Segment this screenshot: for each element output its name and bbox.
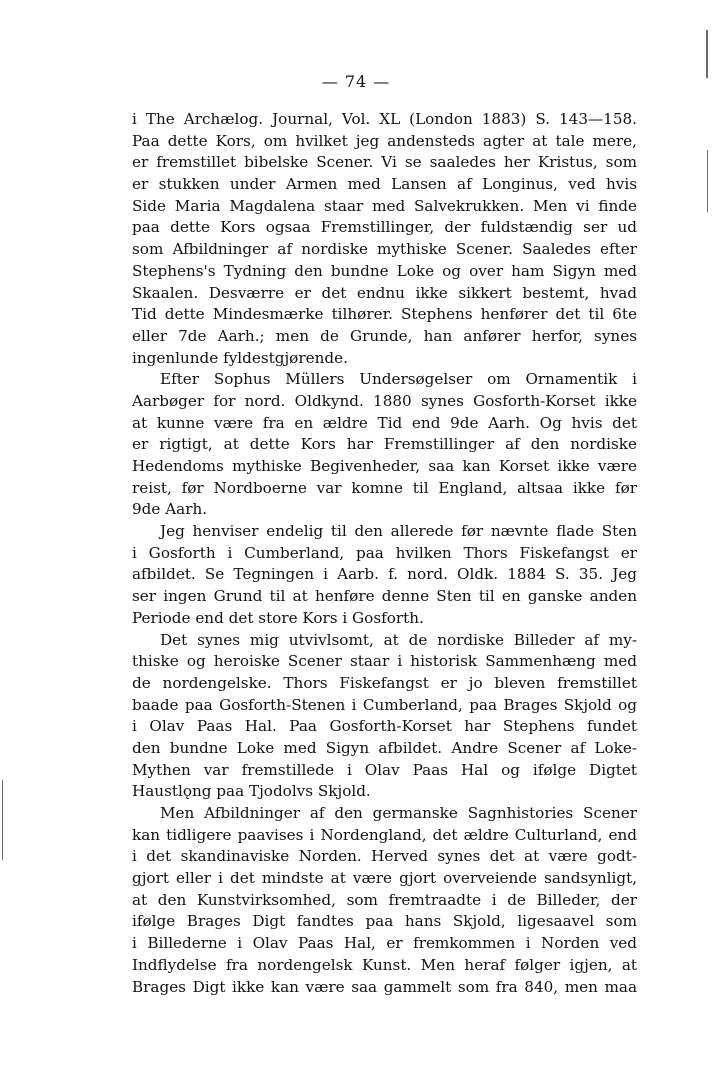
text-line: i Olav Paas Hal. Paa Gosforth-Korset har Stephens fundet: [132, 717, 637, 736]
text-line: Paa dette Kors, om hvilket jeg andensteds agter at tale mere,: [132, 131, 637, 150]
scan-edge-mark-top: [706, 30, 708, 78]
text-line: Det synes mig utvivlsomt, at de nordiske Billeder af my-: [160, 630, 637, 649]
text-line: i Gosforth i Cumberland, paa hvilken Thors Fiskefangst er: [132, 543, 637, 562]
text-line: at kunne være fra en ældre Tid end 9de Aarh. Og hvis det: [132, 413, 637, 432]
text-line: 9de Aarh.: [132, 500, 208, 519]
text-line: er rigtigt, at dette Kors har Fremstillinger af den nordiske: [132, 435, 637, 454]
text-line: ser ingen Grund til at henføre denne Sten til en ganske anden: [132, 587, 637, 606]
text-line: ingenlunde fyldestgjørende.: [132, 348, 348, 367]
text-line: at den Kunstvirksomhed, som fremtraadte i de Billeder, der: [132, 890, 637, 909]
text-line: Hedendoms mythiske Begivenheder, saa kan Korset ikke være: [132, 457, 637, 475]
text-line: Periode end det store Kors i Gosforth.: [132, 608, 424, 627]
text-line: i det skandinaviske Norden. Herved synes det at være godt-: [132, 847, 637, 866]
text-line: reist, før Nordboerne var komne til England, altsaa ikke før: [132, 478, 637, 497]
text-line: paa dette Kors ogsaa Fremstillinger, der fuldstændig ser ud: [132, 218, 637, 237]
text-line: Mythen var fremstillede i Olav Paas Hal og ifølge Digtet: [132, 760, 637, 779]
text-line: Brages Digt ikke kan være saa gammelt som fra 840, men maa: [132, 977, 637, 996]
text-line: baade paa Gosforth-Stenen i Cumberland, paa Brages Skjold og: [132, 695, 637, 714]
scan-edge-mark-bottom: [2, 780, 3, 860]
text-line: som Afbildninger af nordiske mythiske Scener. Saaledes efter: [132, 240, 637, 259]
text-line: thiske og heroiske Scener staar i historisk Sammenhæng med: [132, 652, 637, 671]
text-line: gjort eller i det mindste at være gjort overveiende sandsynligt,: [132, 869, 637, 888]
body-text: [132, 109, 637, 998]
text-line: Side Maria Magdalena staar med Salvekrukken. Men vi finde: [132, 196, 637, 215]
text-line: afbildet. Se Tegningen i Aarb. f. nord. Oldk. 1884 S. 35. Jeg: [132, 565, 637, 584]
text-line: Jeg henviser endelig til den allerede før nævnte flade Sten: [160, 522, 637, 541]
text-line: kan tidligere paavises i Nordengland, det ældre Culturland, end: [132, 825, 637, 844]
text-line: er fremstillet bibelske Scener. Vi se saaledes her Kristus, som: [132, 153, 637, 172]
text-line: er stukken under Armen med Lansen af Longinus, ved hvis: [132, 175, 637, 194]
text-line: ifølge Brages Digt fandtes paa hans Skjold, ligesaavel som: [132, 912, 637, 931]
page-number: — 74 —: [321, 72, 391, 91]
text-line: Haustlǫng paa Tjodolvs Skjold.: [132, 782, 371, 801]
text-line: de nordengelske. Thors Fiskefangst er jo bleven fremstillet: [132, 673, 637, 692]
text-line: i The Archælog. Journal, Vol. XL (London 1883) S. 143—158.: [132, 110, 637, 128]
text-line: Aarbøger for nord. Oldkynd. 1880 synes Gosforth-Korset ikke: [132, 391, 637, 410]
text-line: den bundne Loke med Sigyn afbildet. Andre Scener af Loke-: [132, 738, 637, 757]
text-line: Stephens's Tydning den bundne Loke og over ham Sigyn med: [132, 261, 637, 280]
text-line: Tid dette Mindesmærke tilhører. Stephens henfører det til 6te: [132, 305, 637, 324]
text-line: Indflydelse fra nordengelsk Kunst. Men heraf følger igjen, at: [132, 955, 637, 974]
scan-edge-mark-middle: [707, 150, 708, 212]
text-line: Skaalen. Desværre er det endnu ikke sikkert bestemt, hvad: [132, 283, 637, 302]
text-line: eller 7de Aarh.; men de Grunde, han anfører herfor, synes: [132, 326, 637, 345]
text-line: i Billederne i Olav Paas Hal, er fremkommen i Norden ved: [132, 934, 637, 953]
text-line: Men Afbildninger af den germanske Sagnhistories Scener: [160, 804, 637, 822]
text-line: Efter Sophus Müllers Undersøgelser om Ornamentik i: [160, 370, 637, 389]
